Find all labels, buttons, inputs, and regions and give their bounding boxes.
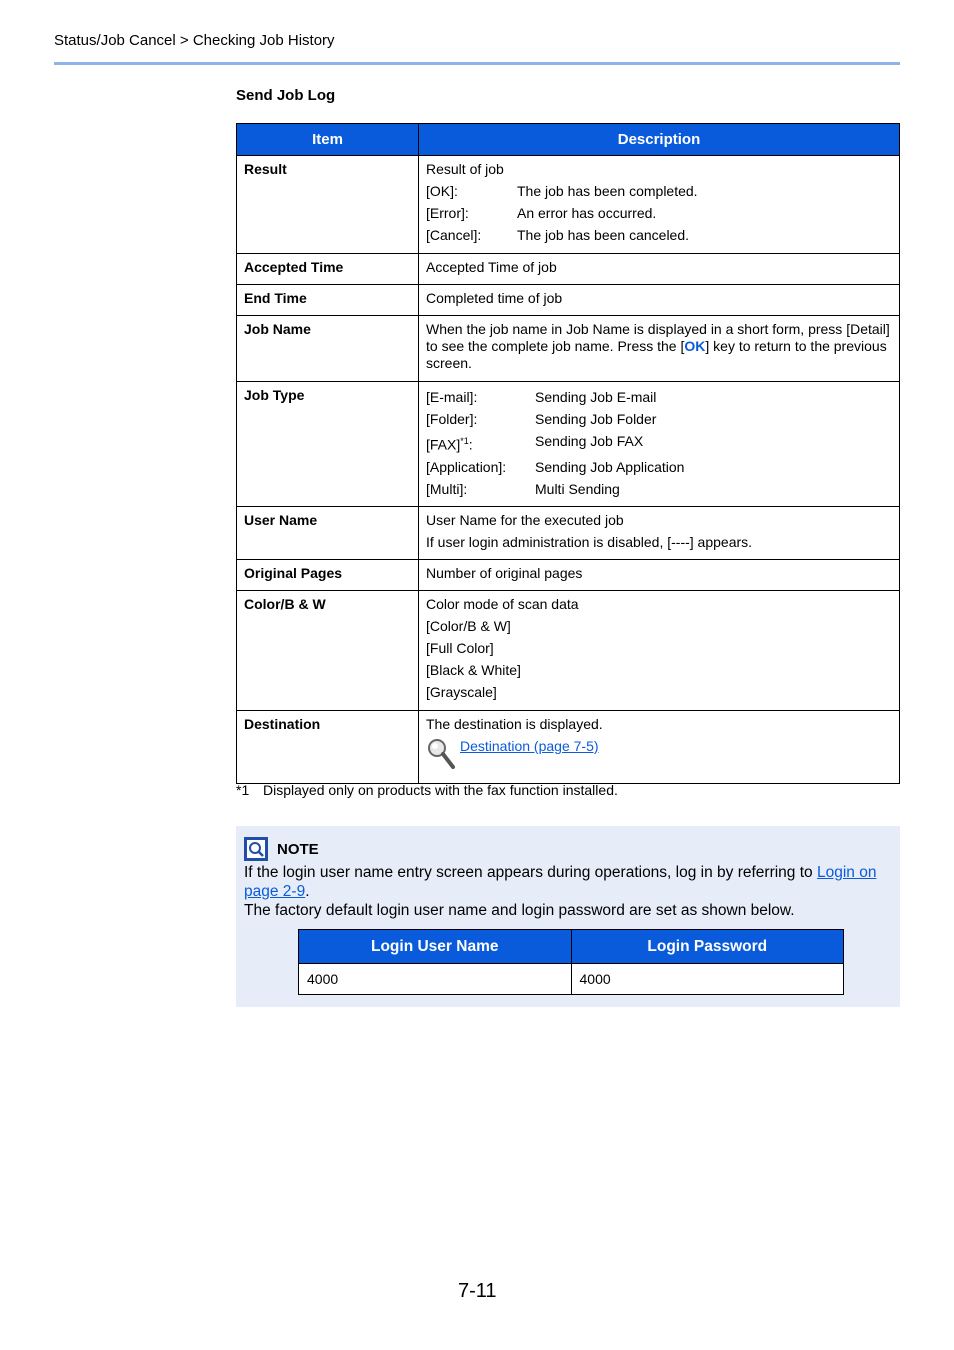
item-destination: Destination	[237, 710, 419, 783]
header-rule	[54, 62, 900, 65]
description-job-type	[419, 382, 900, 507]
description-color-bw: Color mode of scan data [Color/B & W] [Full Color] [Black & White] [Grayscale]	[419, 590, 900, 710]
column-header-description: Description	[419, 124, 900, 156]
table-row	[237, 254, 900, 285]
footnote-marker: *1	[460, 436, 469, 446]
description-job-name: When the job name in Job Name is displayed in a short form, press [Detail] to see the complete job name. Press the [OK] key to return to the previous screen.	[419, 316, 900, 382]
job-type-entry: [FAX]$^{*1}$: Sending Job FAX	[426, 433, 644, 453]
login-credentials-table	[298, 929, 844, 995]
job-type-entry: [Application]: Sending Job Application	[426, 458, 685, 475]
result-intro: Result of job	[426, 161, 504, 177]
item-result: Result	[237, 156, 419, 254]
table-row	[237, 559, 900, 590]
description-original-pages: Number of original pages	[419, 559, 900, 590]
note-box	[236, 826, 900, 1007]
description-accepted-time: Accepted Time of job	[419, 254, 900, 285]
result-entry: [Cancel]: The job has been canceled.	[426, 227, 690, 243]
column-header-login-user-name: Login User Name	[299, 930, 572, 964]
table-row	[237, 316, 900, 382]
footnote	[236, 782, 618, 798]
table-row	[237, 506, 900, 559]
item-end-time: End Time	[237, 285, 419, 316]
job-type-entry: [Multi]: Multi Sending	[426, 480, 620, 497]
table-row	[237, 156, 900, 254]
note-body	[244, 863, 894, 920]
description-user-name: User Name for the executed job If user login administration is disabled, [----] appears.	[419, 506, 900, 559]
magnifier-icon	[426, 736, 456, 770]
job-type-entry: [E-mail]: Sending Job E-mail	[426, 389, 657, 405]
item-job-type: Job Type	[237, 382, 419, 507]
column-header-item: Item	[237, 124, 419, 156]
destination-page-link[interactable]: Destination (page 7-5)	[460, 737, 599, 754]
item-accepted-time: Accepted Time	[237, 254, 419, 285]
breadcrumb: Status/Job Cancel > Checking Job History	[54, 32, 335, 49]
result-entry: [Error]: An error has occurred.	[426, 205, 657, 221]
description-result	[419, 156, 900, 254]
table-row	[237, 710, 900, 783]
page-number: 7-11	[458, 1280, 497, 1302]
footnote-mark: *1	[236, 782, 250, 798]
table-row	[237, 382, 900, 507]
login-page-link[interactable]: Login on page 2-9	[244, 864, 877, 900]
note-icon	[244, 837, 268, 861]
section-title: Send Job Log	[236, 87, 336, 104]
result-entry: [OK]: The job has been completed.	[426, 183, 698, 199]
table-row	[299, 964, 844, 995]
ok-key-label: OK	[684, 338, 706, 354]
item-user-name: User Name	[237, 506, 419, 559]
login-user-name-value: 4000	[299, 964, 572, 995]
login-password-value: 4000	[571, 964, 844, 995]
item-original-pages: Original Pages	[237, 559, 419, 590]
item-job-name: Job Name	[237, 316, 419, 382]
reference-row	[426, 736, 892, 770]
table-header-row	[299, 930, 844, 964]
note-header	[244, 837, 319, 861]
description-end-time: Completed time of job	[419, 285, 900, 316]
item-color-bw: Color/B & W	[237, 590, 419, 710]
table-row	[237, 285, 900, 316]
note-title: NOTE	[277, 840, 319, 858]
column-header-login-password: Login Password	[571, 930, 844, 964]
table-row	[237, 590, 900, 710]
note-line-2: The factory default login user name and login password are set as shown below.	[244, 902, 795, 919]
send-job-log-table	[236, 123, 900, 784]
footnote-text: Displayed only on products with the fax function installed.	[263, 782, 618, 798]
note-line-1: If the login user name entry screen appears during operations, log in by referring to Login on page 2-9.	[244, 864, 877, 900]
table-header-row	[237, 124, 900, 156]
job-type-entry: [Folder]: Sending Job Folder	[426, 411, 657, 427]
description-destination: The destination is displayed. Destination (page 7-5)	[419, 710, 900, 783]
